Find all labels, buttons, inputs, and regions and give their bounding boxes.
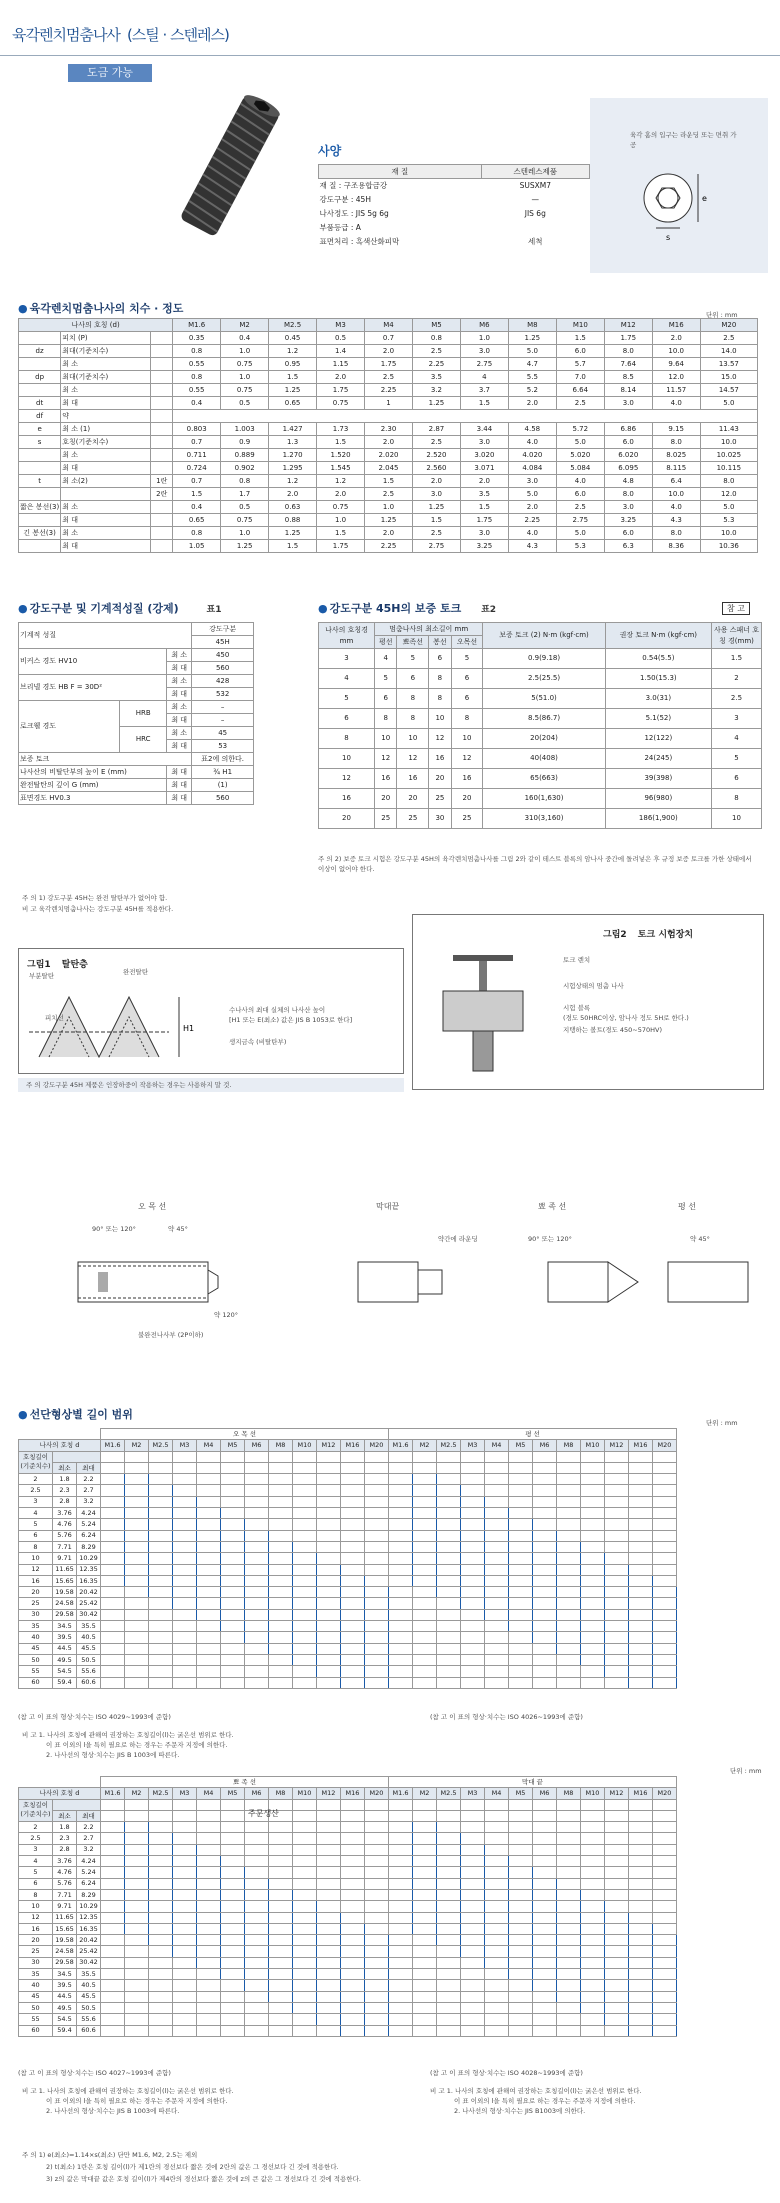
dims-row: dt 최 대 0.4 0.5 0.65 0.75 1 1.25 1.5 2.0 2.5 3.0 4.0 5.0 — [19, 397, 758, 410]
length-row: 16 15.65 16.35 — [19, 1575, 677, 1586]
length-row: 55 54.5 55.6 — [19, 2014, 677, 2025]
length-table-1: 오 목 선 평 선 나사의 호칭 d M1.6 M2 M2.5 M3 M4 M5 M6 M8 M10 M12 M16 M20 M1.6 M2 M2.5 M3 M4 M5 M6 M8 M10 M12 M16 M20 호칭길이 (기준치수) 최소 최대 2 1.8 2.2 2.5 2.3 2.7 3 2.8 3.2 4 3.76 4.24 5 4.76 5.24 6 5.76 6.24 8 7.71 8.29 10 9.71 10.29 12 11.65 12.35 16 15.65 16.35 20 19.58 20.42 25 24.58 25.42 30 29.58 30.42 35 34.5 35.5 40 39.5 40.5 45 44.5 45.5 50 49.5 50.5 55 54.5 55.6 60 59.4 60.6 — [18, 1428, 677, 1689]
length-table-2: 뾰 족 선 막대 끝 나사의 호칭 d M1.6 M2 M2.5 M3 M4 M5 M6 M8 M10 M12 M16 M20 M1.6 M2 M2.5 M3 M4 M5 M6 M8 M10 M12 M16 M20 호칭길이 (기준치수) 최소 최대 2 1.8 2.2 2.5 2.3 2.7 3 2.8 3.2 4 3.76 4.24 5 4.76 5.24 6 5.76 6.24 8 7.71 8.29 10 9.71 10.29 12 11.65 12.35 16 15.65 16.35 20 19.58 20.42 25 24.58 25.42 30 29.58 30.42 35 34.5 35.5 40 39.5 40.5 45 44.5 45.5 50 49.5 50.5 55 54.5 55.6 60 59.4 60.6 — [18, 1776, 677, 2037]
dims-row: df 약 — [19, 410, 758, 423]
length-row: 10 9.71 10.29 — [19, 1553, 677, 1564]
length-row: 35 34.5 35.5 — [19, 1621, 677, 1632]
length-row: 55 54.5 55.6 — [19, 1666, 677, 1677]
length-row: 35 34.5 35.5 — [19, 1969, 677, 1980]
torque-table: 나사의 호칭경 mm 멈춤나사의 최소길이 mm 보증 토크 (2) N·m (kgf·cm) 권장 토크 N·m (kgf·cm) 사용 스패너 호칭 경(mm) 평선 뾰족선 봉선 오목선 3 4 5 6 5 0.9(9.18) 0.54(5.5) 1.5 4 5 6 8 6 2.5(25.5) 1.50(15.3) 2 5 6 8 8 6 5(51.0) 3.0(31) 2.5 6 8 8 10 8 8.5(86.7) 5.1(52) 3 8 10 10 12 10 20(204) 12(122) 4 10 12 12 16 12 40(408) 24(245) 5 12 16 16 20 16 65(663) 39(398) 6 16 20 20 25 20 160(1,630) 96(980) 8 20 25 25 30 25 310(3,160) 186(1,900) 10 — [318, 622, 762, 829]
dims-row: 최 대 0.65 0.75 0.88 1.0 1.25 1.5 1.75 2.25 2.75 3.25 4.3 5.3 — [19, 514, 758, 527]
length-row: 40 39.5 40.5 — [19, 1980, 677, 1991]
dims-row: dz 최대(기준치수) 0.8 1.0 1.2 1.4 2.0 2.5 3.0 5.0 6.0 8.0 10.0 14.0 — [19, 345, 758, 358]
torque-row: 3 4 5 6 5 0.9(9.18) 0.54(5.5) 1.5 — [319, 649, 762, 669]
length-row: 30 29.58 30.42 — [19, 1609, 677, 1620]
dims-row: 최 소 0.711 0.889 1.270 1.520 2.020 2.520 3.020 4.020 5.020 6.020 8.025 10.025 — [19, 449, 758, 462]
length-row: 4 3.76 4.24 — [19, 1508, 677, 1519]
svg-text:s: s — [666, 233, 671, 242]
length-row: 2 1.8 2.2 — [19, 1474, 677, 1485]
dims-row: 피치 (P) 0.35 0.4 0.45 0.5 0.7 0.8 1.0 1.25 1.5 1.75 2.0 2.5 — [19, 332, 758, 345]
page-title: 육각렌치멈춤나사 (스틸 · 스텐레스) — [12, 26, 229, 44]
length-row: 12 11.65 12.35 — [19, 1912, 677, 1923]
length-row: 4 3.76 4.24 — [19, 1856, 677, 1867]
length-row: 25 24.58 25.42 — [19, 1946, 677, 1957]
dims-row: 최 대 1.05 1.25 1.5 1.75 2.25 2.75 3.25 4.3 5.3 6.3 8.36 10.36 — [19, 540, 758, 553]
torque-row: 16 20 20 25 20 160(1,630) 96(980) 8 — [319, 789, 762, 809]
point-shapes-diagram: 오 목 선 막대끝 뾰 족 선 평 선 90° 또는 120° 약 45° 약간에 라운딩 90° 또는 120° 약 45° 불완전나사부 (2P이하) 약 120° — [18, 1200, 762, 1370]
dims-row: 2란 1.5 1.7 2.0 2.0 2.5 3.0 3.5 5.0 6.0 8.0 10.0 12.0 — [19, 488, 758, 501]
dims-row: 긴 봉선(3) 최 소 0.8 1.0 1.25 1.5 2.0 2.5 3.0 4.0 5.0 6.0 8.0 10.0 — [19, 527, 758, 540]
dims-row: 최 소 0.55 0.75 0.95 1.15 1.75 2.25 2.75 4.7 5.7 7.64 9.64 13.57 — [19, 358, 758, 371]
length-row: 2.5 2.3 2.7 — [19, 1485, 677, 1496]
length-row: 6 5.76 6.24 — [19, 1878, 677, 1889]
length-row: 8 7.71 8.29 — [19, 1889, 677, 1900]
length-row: 60 59.4 60.6 — [19, 2025, 677, 2036]
torque-row: 8 10 10 12 10 20(204) 12(122) 4 — [319, 729, 762, 749]
length-row: 2 1.8 2.2 — [19, 1822, 677, 1833]
length-row: 20 19.58 20.42 — [19, 1587, 677, 1598]
dimensions-table: 나사의 호칭 (d) M1.6 M2 M2.5 M3 M4 M5 M6 M8 M10 M12 M16 M20 피치 (P) 0.35 0.4 0.45 0.5 0.7 0.8 1.0 1.25 1.5 1.75 2.0 2.5 dz 최대(기준치수) 0.8 1.0 1.2 1.4 2.0 2.5 3.0 5.0 6.0 8.0 10.0 14.0 최 소 0.55 0.75 0.95 1.15 1.75 2.25 2.75 4.7 5.7 7.64 9.64 13.57 dp 최대(기준치수) 0.8 1.0 1.5 2.0 2.5 3.5 4 5.5 7.0 8.5 12.0 15.0 최 소 0.55 0.75 1.25 1.75 2.25 3.2 3.7 5.2 6.64 8.14 11.57 14.57 dt 최 대 0.4 0.5 0.65 0.75 1 1.25 1.5 2.0 2.5 3.0 4.0 5.0 df 약 e 최 소 (1) 0.803 1.003 1.427 1.73 2.30 2.87 3.44 4.58 5.72 6.86 9.15 11.43 s 호칭(기준치수) 0.7 0.9 1.3 1.5 2.0 2.5 3.0 4.0 5.0 6.0 8.0 10.0 최 소 0.711 0.889 1.270 1.520 2.020 2.520 3.020 4.020 5.020 6.020 8.025 10.025 최 대 0.724 0.902 1.295 1.545 2.045 2.560 3.071 4.084 5.084 6.095 8.115 10.115 t 최 소(2) 1란 0.7 0.8 1.2 1.2 1.5 2.0 2.0 3.0 4.0 4.8 6.4 8.0 2란 1.5 1.7 2.0 2.0 2.5 3.0 3.5 5.0 6.0 8.0 10.0 12.0 짧은 봉선(3) 최 소 0.4 0.5 0.63 0.75 1.0 1.25 1.5 2.0 2.5 3.0 4.0 5.0 최 대 0.65 0.75 0.88 1.0 1.25 1.5 1.75 2.25 2.75 3.25 4.3 5.3 긴 봉선(3) 최 소 0.8 1.0 1.25 1.5 2.0 2.5 3.0 4.0 5.0 6.0 8.0 10.0 최 대 1.05 1.25 1.5 1.75 2.25 2.75 3.25 4.3 5.3 6.3 8.36 10.36 — [18, 318, 758, 553]
length-row: 12 11.65 12.35 — [19, 1564, 677, 1575]
dims-row: t 최 소(2) 1란 0.7 0.8 1.2 1.2 1.5 2.0 2.0 3.0 4.0 4.8 6.4 8.0 — [19, 475, 758, 488]
figure-2-torque-test: 그림2 토크 시험장치 토크 렌치 시험상태의 멈춤 나사 시험 블록 (경도 50HRC이상, 암나사 정도 5H로 한다.) 지탱하는 볼트(경도 450~570HV) — [412, 914, 764, 1090]
spec-table: 재 질 스텐레스제품 재 질 : 구조용합금강 SUSXM7 강도구분 : 45H — 나사정도 : JIS 5g 6g JIS 6g 부품등급 : A 표면처리 : 흑색산화피막 세척 — [318, 164, 590, 249]
length-row: 50 49.5 50.5 — [19, 1654, 677, 1665]
mech-title: ● 강도구분 및 기계적성질 (강제) 표1 — [18, 600, 221, 616]
torque-row: 10 12 12 16 12 40(408) 24(245) 5 — [319, 749, 762, 769]
length-row: 6 5.76 6.24 — [19, 1530, 677, 1541]
length-row: 3 2.8 3.2 — [19, 1844, 677, 1855]
torque-row: 5 6 8 8 6 5(51.0) 3.0(31) 2.5 — [319, 689, 762, 709]
spec-title: 사양 — [318, 144, 342, 158]
length-row: 25 24.58 25.42 — [19, 1598, 677, 1609]
mech-table: 기계적 성질 강도구분 45H 비커스 경도 HV10 최 소 450 최 대 560 브리넬 경도 HB F = 30D² 최 소 428 최 대 532 로크웰 경도 HRB 최 소 – 최 대 – HRC 최 소 45 최 대 53 보증 토크 표2에 의한다. 나사산의 비탈단부의 높이 E (mm) 최 대 ¾ H1 완전탈탄의 깊이 G (mm) 최 대 (1) 표면경도 HV0.3 최 대 560 — [18, 622, 254, 805]
dims-row: s 호칭(기준치수) 0.7 0.9 1.3 1.5 2.0 2.5 3.0 4.0 5.0 6.0 8.0 10.0 — [19, 436, 758, 449]
length-row: 45 44.5 45.5 — [19, 1991, 677, 2002]
torque-title: ● 강도구분 45H의 보증 토크 표2 — [318, 600, 496, 616]
length-row: 40 39.5 40.5 — [19, 1632, 677, 1643]
length-row: 3 2.8 3.2 — [19, 1496, 677, 1507]
length-row: 20 19.58 20.42 — [19, 1935, 677, 1946]
length-row: 5 4.76 5.24 — [19, 1867, 677, 1878]
dims-title: ● 육각렌치멈춤나사의 치수 · 정도 — [18, 300, 183, 316]
length-row: 5 4.76 5.24 — [19, 1519, 677, 1530]
plating-badge: 도금 가능 — [68, 64, 152, 82]
length-row: 60 59.4 60.6 — [19, 1677, 677, 1688]
hex-socket-diagram: 육각 홈의 입구는 라운딩 또는 면취 가공 s e — [590, 98, 768, 273]
length-row: 45 44.5 45.5 — [19, 1643, 677, 1654]
figure-1-decarburization: 그림1 탈탄층 H1 부분탈탄 완전탈탄 피치선 수나사의 최대 실체의 나사산 높이 [H1 또는 E(최소) 값은 JIS B 1053로 한다] 생지금속 (비탈탄부) — [18, 948, 404, 1074]
length-row: 16 15.65 16.35 — [19, 1923, 677, 1934]
length-row: 30 29.58 30.42 — [19, 1957, 677, 1968]
length-row: 10 9.71 10.29 — [19, 1901, 677, 1912]
dims-row: 짧은 봉선(3) 최 소 0.4 0.5 0.63 0.75 1.0 1.25 1.5 2.0 2.5 3.0 4.0 5.0 — [19, 501, 758, 514]
set-screw-image — [160, 86, 300, 246]
dims-row: dp 최대(기준치수) 0.8 1.0 1.5 2.0 2.5 3.5 4 5.5 7.0 8.5 12.0 15.0 — [19, 371, 758, 384]
length-row: 50 49.5 50.5 — [19, 2002, 677, 2013]
dims-row: 최 소 0.55 0.75 1.25 1.75 2.25 3.2 3.7 5.2 6.64 8.14 11.57 14.57 — [19, 384, 758, 397]
length-row: 2.5 2.3 2.7 — [19, 1833, 677, 1844]
dims-row: e 최 소 (1) 0.803 1.003 1.427 1.73 2.30 2.87 3.44 4.58 5.72 6.86 9.15 11.43 — [19, 423, 758, 436]
lengths-title: ● 선단형상별 길이 범위 — [18, 1406, 133, 1422]
svg-text:e: e — [702, 194, 707, 203]
length-row: 8 7.71 8.29 — [19, 1541, 677, 1552]
torque-row: 6 8 8 10 8 8.5(86.7) 5.1(52) 3 — [319, 709, 762, 729]
torque-row: 20 25 25 30 25 310(3,160) 186(1,900) 10 — [319, 809, 762, 829]
torque-row: 4 5 6 8 6 2.5(25.5) 1.50(15.3) 2 — [319, 669, 762, 689]
torque-row: 12 16 16 20 16 65(663) 39(398) 6 — [319, 769, 762, 789]
dims-row: 최 대 0.724 0.902 1.295 1.545 2.045 2.560 3.071 4.084 5.084 6.095 8.115 10.115 — [19, 462, 758, 475]
svg-text:H1: H1 — [183, 1024, 195, 1033]
